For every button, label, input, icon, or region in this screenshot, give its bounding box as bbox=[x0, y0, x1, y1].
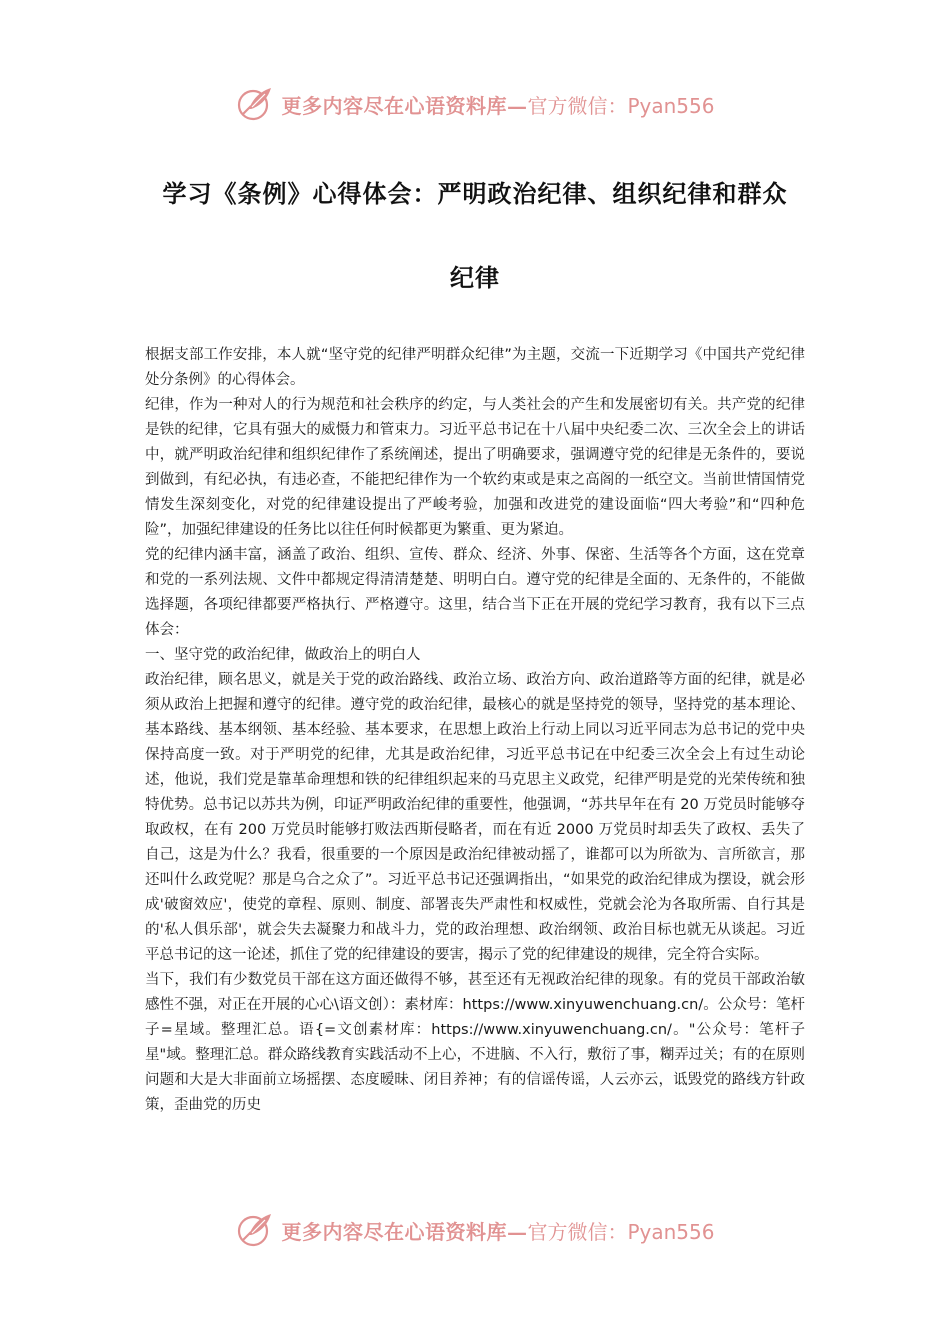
watermark-main-text: 更多内容尽在心语资料库— bbox=[281, 1219, 528, 1244]
watermark-main-text: 更多内容尽在心语资料库— bbox=[281, 93, 528, 118]
paragraph-intro: 根据支部工作安排，本人就“坚守党的纪律严明群众纪律”为主题，交流一下近期学习《中国共产党纪律处分条例》的心得体会。 bbox=[145, 347, 805, 388]
paragraph-discipline-meaning: 纪律，作为一种对人的行为规范和社会秩序的约定，与人类社会的产生和发展密切有关。共产党的纪律是铁的纪律，它具有强大的威慑力和管束力。习近平总书记在十八届中央纪委二次、三次全会上的讲话中，就严明政治纪律和组织纪律作了系统阐述，提出了明确要求，强调遵守党的纪律是无条件的，要说到做到，有纪必执，有违必查，不能把纪律作为一个软约束或是束之高阁的一纸空文。当前世情国情党情发生深刻变化，对党的纪律建设提出了严峻考验，加强和改进党的建设面临“四大考验”和“四种危险”，加强纪律建设的任务比以往任何时候都更为繁重、更为紧迫。 bbox=[145, 397, 805, 538]
watermark-wechat-text: 官方微信：Pyan556 bbox=[527, 93, 715, 118]
section-heading-1: 一、坚守党的政治纪律，做政治上的明白人 bbox=[145, 647, 421, 663]
quill-pen-logo-icon bbox=[235, 84, 275, 124]
footer-watermark bbox=[0, 1208, 950, 1252]
paragraph-current-problems: 当下，我们有少数党员干部在这方面还做得不够，甚至还有无视政治纪律的现象。有的党员干部政治敏感性不强，对正在开展的心心\语文创）：素材库：https://www.xinyuwenchuang.cn/。公众号：笔杆子=星域。整理汇总。语{=文创素材库：https://www.xinyuwenchuang.cn/。"公众号：笔杆子星"域。整理汇总。群众路线教育实践活动不上心，不进脑、不入行，敷衍了事，糊弄过关；有的在原则问题和大是大非面前立场摇摆、态度暧昧、闭目养神；有的信谣传谣，人云亦云，诋毁党的路线方针政策，歪曲党的历史 bbox=[145, 972, 805, 1113]
watermark-wechat-text: 官方微信：Pyan556 bbox=[527, 1219, 715, 1244]
paragraph-discipline-scope: 党的纪律内涵丰富，涵盖了政治、组织、宣传、群众、经济、外事、保密、生活等各个方面，这在党章和党的一系列法规、文件中都规定得清清楚楚、明明白白。遵守党的纪律是全面的、无条件的，不能做选择题，各项纪律都要严格执行、严格遵守。这里，结合当下正在开展的党纪学习教育，我有以下三点体会： bbox=[145, 547, 805, 638]
document-title-line-1: 学习《条例》心得体会：严明政治纪律、组织纪律和群众 bbox=[162, 179, 788, 208]
document-title-line-2: 纪律 bbox=[450, 263, 500, 292]
paragraph-political-discipline: 政治纪律，顾名思义，就是关于党的政治路线、政治立场、政治方向、政治道路等方面的纪律，就是必须从政治上把握和遵守的纪律。遵守党的政治纪律，最核心的就是坚持党的领导，坚持党的基本理论、基本路线、基本纲领、基本经验、基本要求，在思想上政治上行动上同以习近平同志为总书记的党中央保持高度一致。对于严明党的纪律，尤其是政治纪律，习近平总书记在中纪委三次全会上有过生动论述，他说，我们党是靠革命理想和铁的纪律组织起来的马克思主义政党，纪律严明是党的光荣传统和独特优势。总书记以苏共为例，印证严明政治纪律的重要性，他强调，“苏共早年在有 20 万党员时能够夺取政权，在有 200 万党员时能够打败法西斯侵略者，而在有近 2000 万党员时却丢失了政权、丢失了自己，这是为什么？我看，很重要的一个原因是政治纪律被动摇了，谁都可以为所欲为、言所欲言，那还叫什么政党呢？那是乌合之众了”。习近平总书记还强调指出，“如果党的政治纪律成为摆设，就会形成'破窗效应'，使党的章程、原则、制度、部署丧失严肃性和权威性，党就会沦为各取所需、自行其是的'私人俱乐部'，就会失去凝聚力和战斗力，党的政治理想、政治纲领、政治目标也就无从谈起。习近平总书记的这一论述，抓住了党的纪律建设的要害，揭示了党的纪律建设的规律，完全符合实际。 bbox=[145, 672, 805, 963]
quill-pen-logo-icon bbox=[235, 1210, 275, 1250]
header-watermark bbox=[0, 82, 950, 126]
document-body bbox=[145, 343, 805, 1118]
